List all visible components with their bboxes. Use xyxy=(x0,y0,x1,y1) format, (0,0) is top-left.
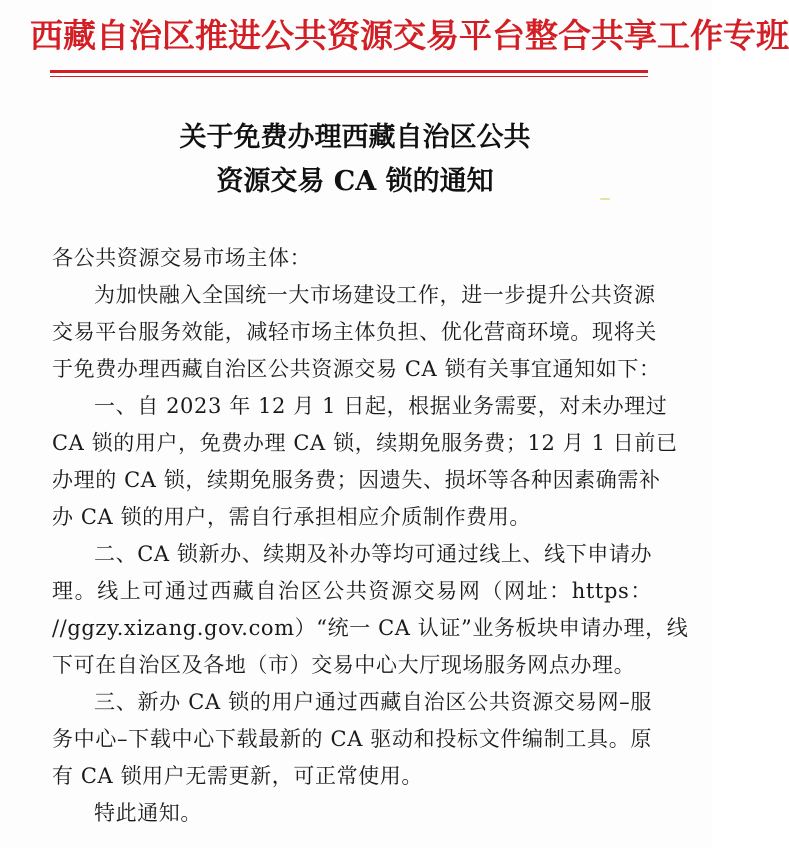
item-1-line: 办理的 CA 锁，续期免服务费；因遗失、损坏等各种因素确需补 xyxy=(52,468,661,492)
item-1-line: 办 CA 锁的用户，需自行承担相应介质制作费用。 xyxy=(52,505,531,529)
item-2-line: 二、CA 锁新办、续期及补办等均可通过线上、线下申请办 xyxy=(94,542,653,566)
intro-paragraph xyxy=(52,277,661,388)
document-title xyxy=(60,116,650,204)
header-rule-thin xyxy=(50,76,648,77)
item-1-line: CA 锁的用户，免费办理 CA 锁，续期免服务费；12 月 1 日前已 xyxy=(52,431,678,455)
header-rule-thick xyxy=(50,70,648,73)
item-2-paragraph xyxy=(52,536,689,684)
intro-line: 交易平台服务效能，减轻市场主体负担、优化营商环境。现将关 xyxy=(52,320,657,344)
item-3-paragraph xyxy=(52,684,652,795)
item-2-line: 下可在自治区及各地（市）交易中心大厅现场服务网点办理。 xyxy=(52,653,636,677)
title-line-1: 关于免费办理西藏自治区公共 xyxy=(179,122,531,153)
item-3-line: 有 CA 锁用户无需更新，可正常使用。 xyxy=(52,764,423,788)
document-body xyxy=(52,240,689,832)
item-3-line: 务中心–下载中心下载最新的 CA 驱动和投标文件编制工具。原 xyxy=(52,727,652,751)
closing-line: 特此通知。 xyxy=(94,801,202,825)
org-header: 西藏自治区推进公共资源交易平台整合共享工作专班 xyxy=(30,16,789,55)
item-3-line: 三、新办 CA 锁的用户通过西藏自治区公共资源交易网–服 xyxy=(94,690,652,714)
intro-line: 为加快融入全国统一大市场建设工作，进一步提升公共资源 xyxy=(94,283,656,307)
item-1-line: 一、自 2023 年 12 月 1 日起，根据业务需要，对未办理过 xyxy=(94,394,668,418)
item-1-paragraph xyxy=(52,388,678,536)
paper-speck xyxy=(600,198,610,200)
title-line-2: 资源交易 CA 锁的通知 xyxy=(216,166,494,197)
item-2-line: //ggzy.xizang.gov.com）“统一 CA 认证”业务板块申请办理，线 xyxy=(52,616,689,640)
salutation: 各公共资源交易市场主体： xyxy=(52,246,312,270)
item-2-line: 理。线上可通过西藏自治区公共资源交易网（网址：https： xyxy=(52,579,652,603)
intro-line: 于免费办理西藏自治区公共资源交易 CA 锁有关事宜通知如下： xyxy=(52,357,661,381)
